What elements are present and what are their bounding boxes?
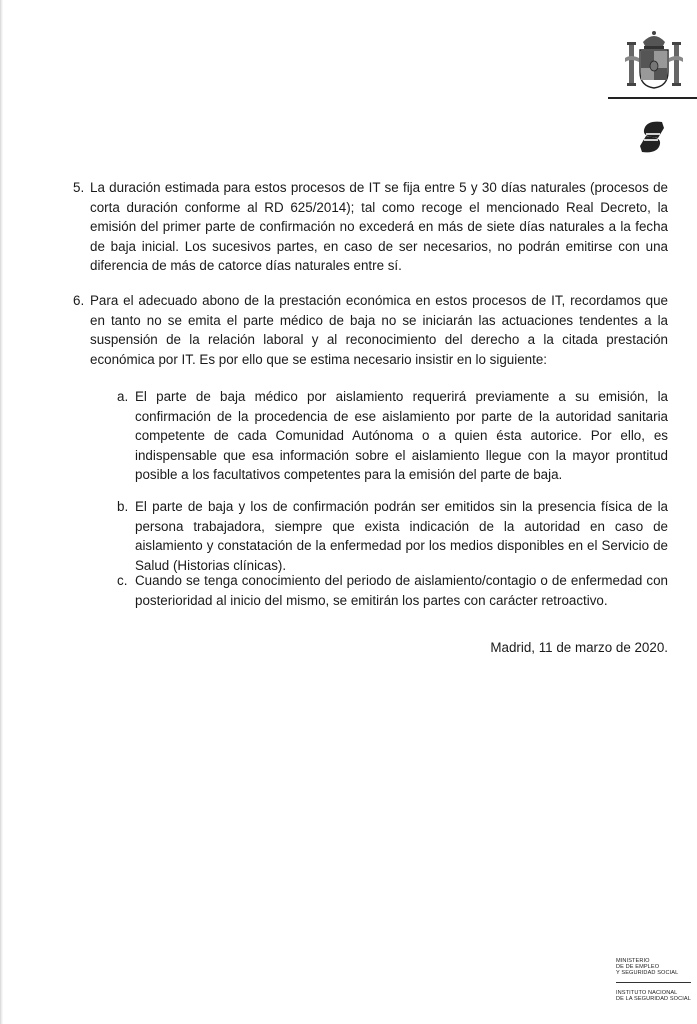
footer-line: MINISTERIO xyxy=(616,958,650,964)
footer-inss xyxy=(616,990,697,1002)
coat-of-arms-icon xyxy=(625,28,683,92)
footer-ministry xyxy=(616,958,697,977)
paragraph-text: Para el adecuado abono de la prestación económica en estos procesos de IT, recordamos que en tanto no se emita el parte médico de baja no se iniciarán las actuaciones tendentes a la suspensión de la relación laboral y al reconocimiento del derecho a la citada prestación económica por IT. Es por ello que se estima necesario insistir en lo siguiente: xyxy=(90,293,668,367)
subitem-text: El parte de baja médico por aislamiento requerirá previamente a su emisión, la confirmación de la procedencia de ese aislamiento por parte de la autoridad sanitaria competente de cada Comunidad Autónoma o a quien ésta autorice. Por ello, es indispensable que esa información sobre el aislamiento llegue con la mayor prontitud posible a los facultativos competentes para la emisión del parte de baja. xyxy=(135,389,668,483)
paragraph-item-6 xyxy=(90,291,668,369)
header-rule xyxy=(608,97,697,99)
subitem-letter: a. xyxy=(117,389,129,404)
subitem-letter: b. xyxy=(117,499,129,514)
footer-line: DE LA SEGURIDAD SOCIAL xyxy=(616,996,691,1003)
subitem-b xyxy=(135,497,668,575)
subitem-text: Cuando se tenga conocimiento del periodo de aislamiento/contagio o de enfermedad con posterioridad al inicio del mismo, se emitirán los partes con carácter retroactivo. xyxy=(135,573,668,608)
subitem-letter: c. xyxy=(117,573,128,588)
footer-line: INSTITUTO NACIONAL xyxy=(616,990,678,996)
subitem-a xyxy=(135,387,668,485)
item-number: 5. xyxy=(73,180,85,195)
date-signoff: Madrid, 11 de marzo de 2020. xyxy=(490,640,668,655)
seguridad-social-logo-icon xyxy=(636,118,668,156)
item-number: 6. xyxy=(73,293,85,308)
footer-line: DE DE EMPLEO xyxy=(616,964,660,971)
footer-line: Y SEGURIDAD SOCIAL xyxy=(616,970,679,977)
page-edge-shadow xyxy=(0,0,3,1024)
paragraph-item-5 xyxy=(90,178,668,276)
subitem-text: El parte de baja y los de confirmación podrán ser emitidos sin la presencia física de la persona trabajadora, siempre que exista indicación de la autoridad en caso de aislamiento y constatación de la enfermedad por los medios disponibles en el Servicio de Salud (Historias clínicas). xyxy=(135,499,668,573)
subitem-c xyxy=(135,571,668,610)
paragraph-text: La duración estimada para estos procesos de IT se fija entre 5 y 30 días naturales (procesos de corta duración conforme al RD 625/2014); tal como recoge el mencionado Real Decreto, la emisión del primer parte de confirmación no excederá en más de siete días naturales a la fecha de baja inicial. Los sucesivos partes, en caso de ser necesarios, no podrán emitirse con una diferencia de más de catorce días naturales entre sí. xyxy=(90,180,668,274)
footer-divider xyxy=(616,982,691,983)
